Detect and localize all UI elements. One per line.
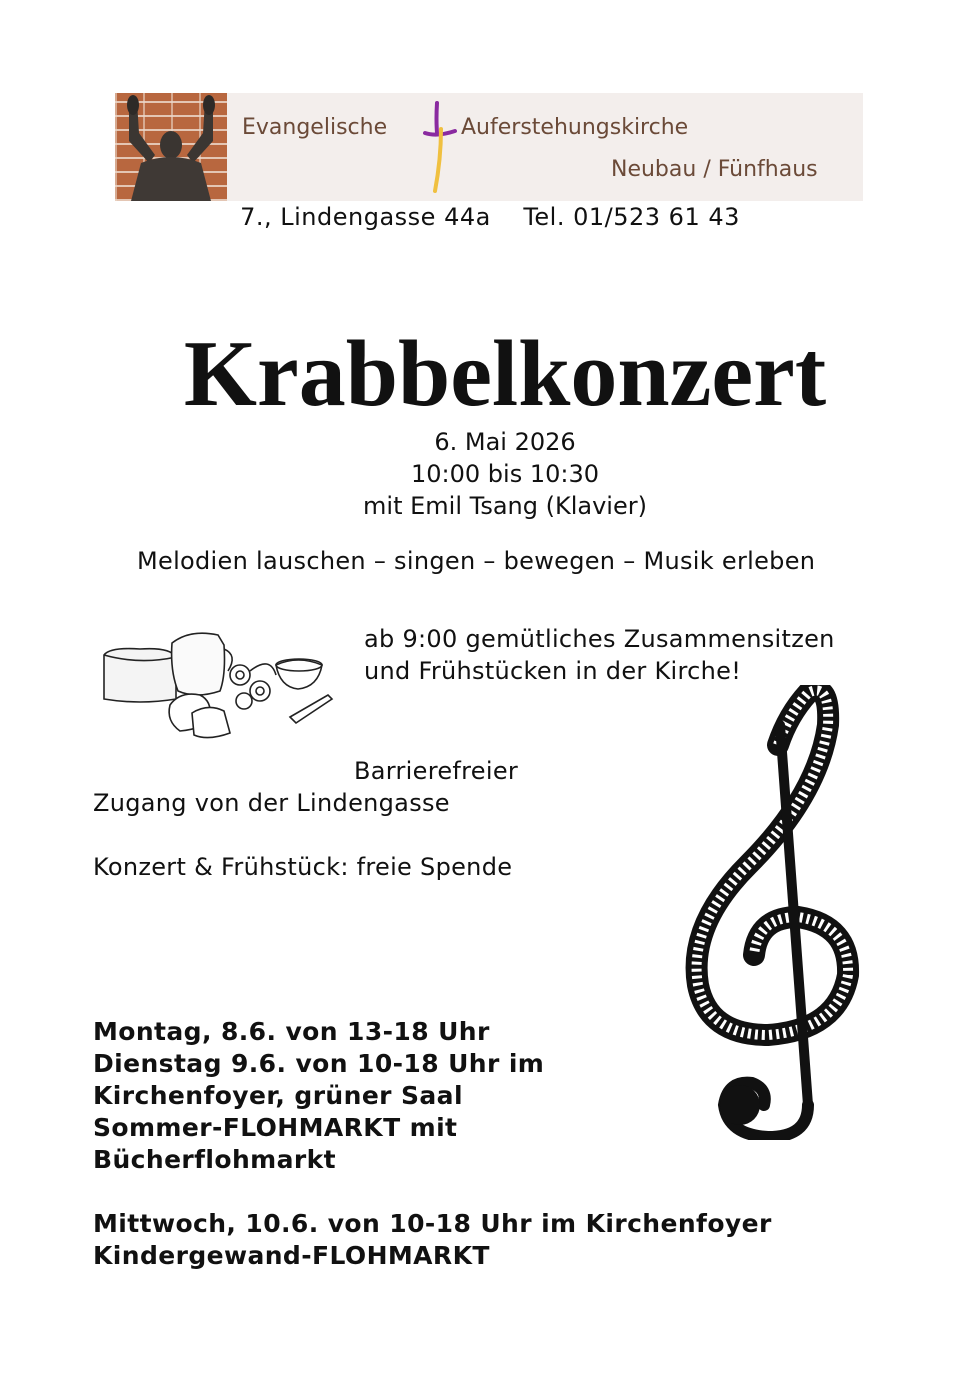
church-header-banner xyxy=(115,93,863,201)
flea-market-line-2: Dienstag 9.6. von 10-18 Uhr im xyxy=(93,1049,545,1078)
breakfast-info-line-1: ab 9:00 gemütliches Zusammensitzen xyxy=(364,625,835,653)
flea-market-line-4: Sommer-FLOHMARKT mit xyxy=(93,1113,458,1142)
flea-market-line-3: Kirchenfoyer, grüner Saal xyxy=(93,1081,463,1110)
church-location: Neubau / Fünfhaus xyxy=(611,157,818,182)
flea-market-line-7: Kindergewand-FLOHMARKT xyxy=(93,1241,490,1270)
cross-logo-icon xyxy=(423,99,457,195)
flea-market-line-6: Mittwoch, 10.6. von 10-18 Uhr im Kirchenfoyer xyxy=(93,1209,772,1238)
flea-market-line-1: Montag, 8.6. von 13-18 Uhr xyxy=(93,1017,490,1046)
risen-christ-statue-photo xyxy=(115,93,227,201)
event-date: 6. Mai 2026 xyxy=(434,428,576,456)
accessibility-line-1: Barrierefreier xyxy=(354,757,519,785)
event-time: 10:00 bis 10:30 xyxy=(411,460,599,488)
breakfast-info-line-2: und Frühstücken in der Kirche! xyxy=(364,657,742,685)
flea-market-line-5: Bücherflohmarkt xyxy=(93,1145,336,1174)
church-name-auferstehungskirche: Auferstehungskirche xyxy=(461,115,689,140)
event-title: Krabbelkonzert xyxy=(183,322,827,426)
event-tagline: Melodien lauschen – singen – bewegen – Musik erleben xyxy=(137,547,816,575)
event-performer: mit Emil Tsang (Klavier) xyxy=(363,492,647,520)
donation-info: Konzert & Frühstück: freie Spende xyxy=(93,853,513,881)
address-phone-line: 7., Lindengasse 44a Tel. 01/523 61 43 xyxy=(240,203,740,231)
piano-treble-clef-icon xyxy=(668,685,863,1140)
church-name-evangelische: Evangelische xyxy=(242,115,388,140)
breakfast-illustration-icon xyxy=(100,625,340,745)
statue-figure-icon xyxy=(115,93,227,201)
accessibility-line-2: Zugang von der Lindengasse xyxy=(93,789,450,817)
